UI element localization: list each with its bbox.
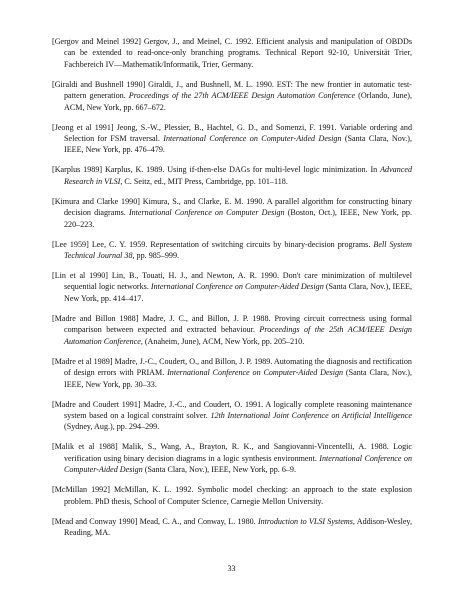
reference-key: [Malik et al 1988] [52,442,118,452]
reference-key: [Mead and Conway 1990] [52,516,138,526]
reference-entry [52,516,412,539]
reference-text-tail: (Santa Clara, Nov.), IEEE, New York, pp. 414–417. [64,282,413,303]
reference-italic: Proceedings of the 27th ACM/IEEE Design Automation Conference [128,91,356,101]
reference-entry [52,356,412,390]
reference-key: [Madre et al 1989] [52,356,113,366]
reference-entry [52,79,412,113]
reference-key: [Gergov and Meinel 1992] [52,37,141,46]
reference-text: Giraldi, J., and Bushnell, M. L. 1990. EST: The new frontier in automatic test-pattern generation. [64,79,412,101]
reference-text: Madre, J.-C., and Coudert, O. 1991. A logically complete reasoning maintenance system based on a logical constraint solver. [64,399,412,420]
reference-text: Madre, J. C., and Billon, J. P. 1988. Proving circuit correctness using formal comparison between expected and extracted behaviour. [64,313,412,335]
reference-key: [Madre and Billon 1988] [52,313,139,323]
reference-text-tail: , pp. 985–999. [132,251,180,261]
reference-text: Lin, B., Touati, H. J., and Newton, A. R. 1990. Don't care minimization of multilevel sequential logic networks. [64,271,412,292]
reference-italic: Introduction to VLSI Systems [257,516,353,526]
reference-key: [Giraldi and Bushnell 1990] [52,79,146,89]
reference-entry [52,441,412,475]
reference-text-tail: , C. Seitz, ed., MIT Press, Cambridge, pp. 101–118. [120,176,288,186]
reference-entry [52,164,412,187]
reference-text: Lee, C. Y. 1959. Representation of switching circuits by binary-decision programs. [88,239,374,249]
reference-entry [52,239,412,262]
reference-italic: Advanced Research in VLSI [64,165,412,186]
reference-text: Jeong, S.-W., Plessier, B., Hachtel, G. D., and Somenzi, F. 1991. Variable ordering and Selection for FSM traversal. [64,122,412,144]
reference-entry [52,36,412,70]
reference-entry [52,196,412,230]
reference-entry [52,122,412,156]
reference-text-tail: (Boston, Oct.), IEEE, New York, pp. 220–223. [64,208,412,229]
reference-italic: International Conference on Computer-Aided Design [150,282,324,292]
reference-text: Kimura, S., and Clarke, E. M. 1990. A parallel algorithm for constructing binary decision diagrams. [64,196,412,218]
reference-italic: International Conference on Computer Design [128,208,285,218]
reference-text-tail: , (Anaheim, June), ACM, New York, pp. 205–210. [140,336,305,346]
reference-key: [McMillan 1992] [52,485,110,495]
reference-italic: International Conference on Computer-Aided Design [163,134,342,144]
reference-italic: International Conference on Computer-Aided Design [167,368,344,378]
reference-italic: International Conference on Computer-Aided Design [64,453,412,475]
reference-key: [Karplus 1989] [52,165,103,175]
reference-entry [52,484,412,507]
reference-key: [Lin et al 1990] [52,271,109,281]
reference-text: Karplus, K. 1989. Using if-then-else DAGs for multi-level logic minimization. In [102,165,381,175]
reference-text: Mead, C. A., and Conway, L. 1980. [137,516,258,526]
reference-key: [Kimura and Clarke 1990] [52,196,140,206]
reference-text-tail: , Addison-Wesley, Reading, MA. [64,516,412,537]
reference-entry [52,399,412,433]
reference-entry [52,270,412,304]
reference-text: McMillan, K. L. 1992. Symbolic model checking: an approach to the state explosion problem. PhD thesis, School of Computer Science, Carnegie Mellon University. [64,485,412,506]
reference-italic: Bell System Technical Journal 38 [64,239,412,261]
reference-text-tail: (Sydney, Aug.), pp. 294–299. [64,422,160,432]
reference-text-tail: (Santa Clara, Nov.), IEEE, New York, pp. 30–33. [64,368,413,389]
reference-entry [52,313,412,347]
reference-list [52,36,412,547]
reference-key: [Lee 1959] [52,239,89,249]
page-number: 33 [227,564,236,573]
reference-key: [Jeong et al 1991] [52,122,114,132]
reference-text-tail: (Santa Clara, Nov.), IEEE, New York, pp. 476–479. [64,134,413,155]
reference-text: Gergov, J., and Meinel, C. 1992. Efficient analysis and manipulation of OBDDs can be extended to read-once-only branching programs. Technical Report 92-10, Universität Trier, Fachbereich IV—Mathematik/Informatik, Trier, Germany. [64,37,412,69]
reference-italic: Proceedings of the 25th ACM/IEEE Design Automation Conference [64,325,412,346]
reference-text-tail: (Santa Clara, Nov.), IEEE, New York, pp. 6–9. [142,465,296,475]
reference-key: [Madre and Coudert 1991] [52,399,141,409]
reference-text: Madre, J.-C., Coudert, O., and Billon, J. P. 1989. Automating the diagnosis and rectification of design errors with PRIAM. [64,356,412,378]
reference-text-tail: (Orlando, June), ACM, New York, pp. 667–672. [64,91,413,112]
reference-text: Malik, S., Wang, A., Brayton, R. K., and Sangiovanni-Vincentelli, A. 1988. Logic verification using binary decision diagrams in a logic synthesis environment. [64,442,412,463]
reference-italic: 12th International Joint Conference on Artificial Intelligence [210,410,412,420]
